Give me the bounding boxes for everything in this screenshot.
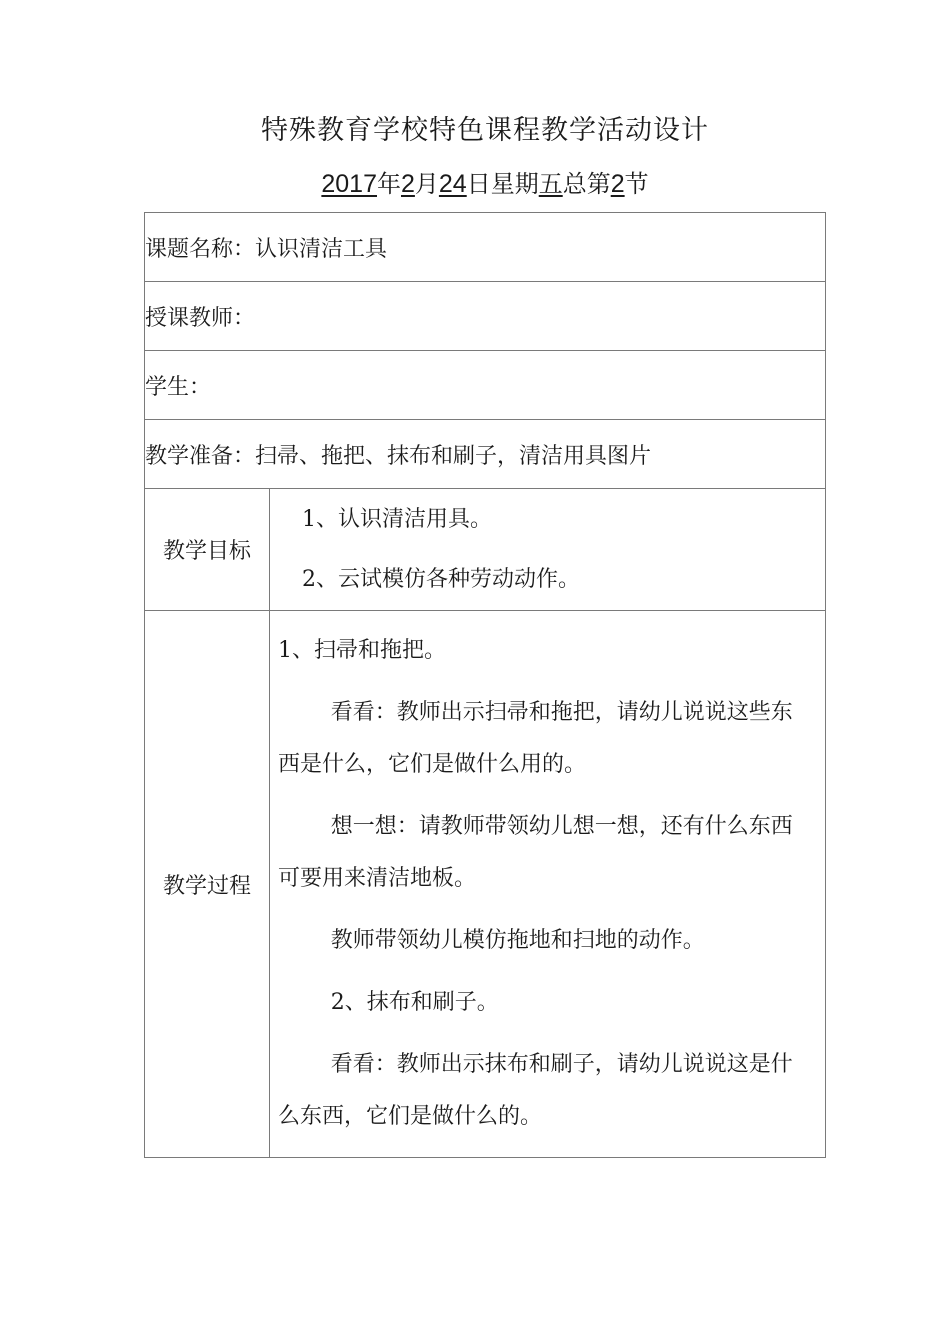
table-row-teacher [145, 282, 826, 351]
table-row-preparation [145, 420, 826, 489]
objectives-content [270, 489, 826, 611]
objective-item: 2、云试模仿各种劳动动作。 [302, 566, 580, 592]
table-row-process [145, 611, 826, 1158]
process-paragraph: 2、抹布和刷子。 [330, 990, 499, 1015]
process-paragraph: 想一想：请教师带领幼儿想一想，还有什么东西可要用来清洁地板。 [278, 814, 793, 891]
date-month-suffix: 月 [414, 170, 439, 198]
date-day-suffix: 日星期 [466, 170, 539, 198]
date-day: 24 [438, 170, 467, 198]
lesson-plan-table [144, 212, 826, 1158]
date-line [0, 164, 950, 199]
lesson-number: 2 [610, 170, 625, 198]
process-content [270, 611, 826, 1158]
lesson-suffix: 节 [624, 170, 649, 198]
process-paragraph: 看看：教师出示扫帚和拖把，请幼儿说说这些东西是什么，它们是做什么用的。 [278, 700, 793, 777]
date-weekday: 五 [538, 170, 563, 198]
students-cell: 学生： [145, 351, 826, 420]
process-paragraph: 教师带领幼儿模仿拖地和扫地的动作。 [330, 928, 705, 953]
date-year-suffix: 年 [377, 170, 401, 198]
table-row-topic [145, 213, 826, 282]
table-row-students [145, 351, 826, 420]
process-label: 教学过程 [145, 611, 270, 1158]
lesson-total-prefix: 总第 [562, 170, 611, 198]
teacher-cell: 授课教师： [145, 282, 826, 351]
process-paragraph: 看看：教师出示抹布和刷子，请幼儿说说这是什么东西，它们是做什么的。 [278, 1052, 793, 1129]
date-year: 2017 [321, 170, 377, 198]
table-row-objectives [145, 489, 826, 611]
objective-item: 1、认识清洁用具。 [302, 506, 492, 532]
objectives-label: 教学目标 [145, 489, 270, 611]
preparation-cell: 教学准备：扫帚、拖把、抹布和刷子，清洁用具图片 [145, 420, 826, 489]
process-paragraph: 1、扫帚和拖把。 [278, 638, 446, 663]
date-month: 2 [401, 170, 415, 198]
topic-cell: 课题名称：认识清洁工具 [145, 213, 826, 282]
document-title: 特殊教育学校特色课程教学活动设计 [261, 115, 709, 146]
